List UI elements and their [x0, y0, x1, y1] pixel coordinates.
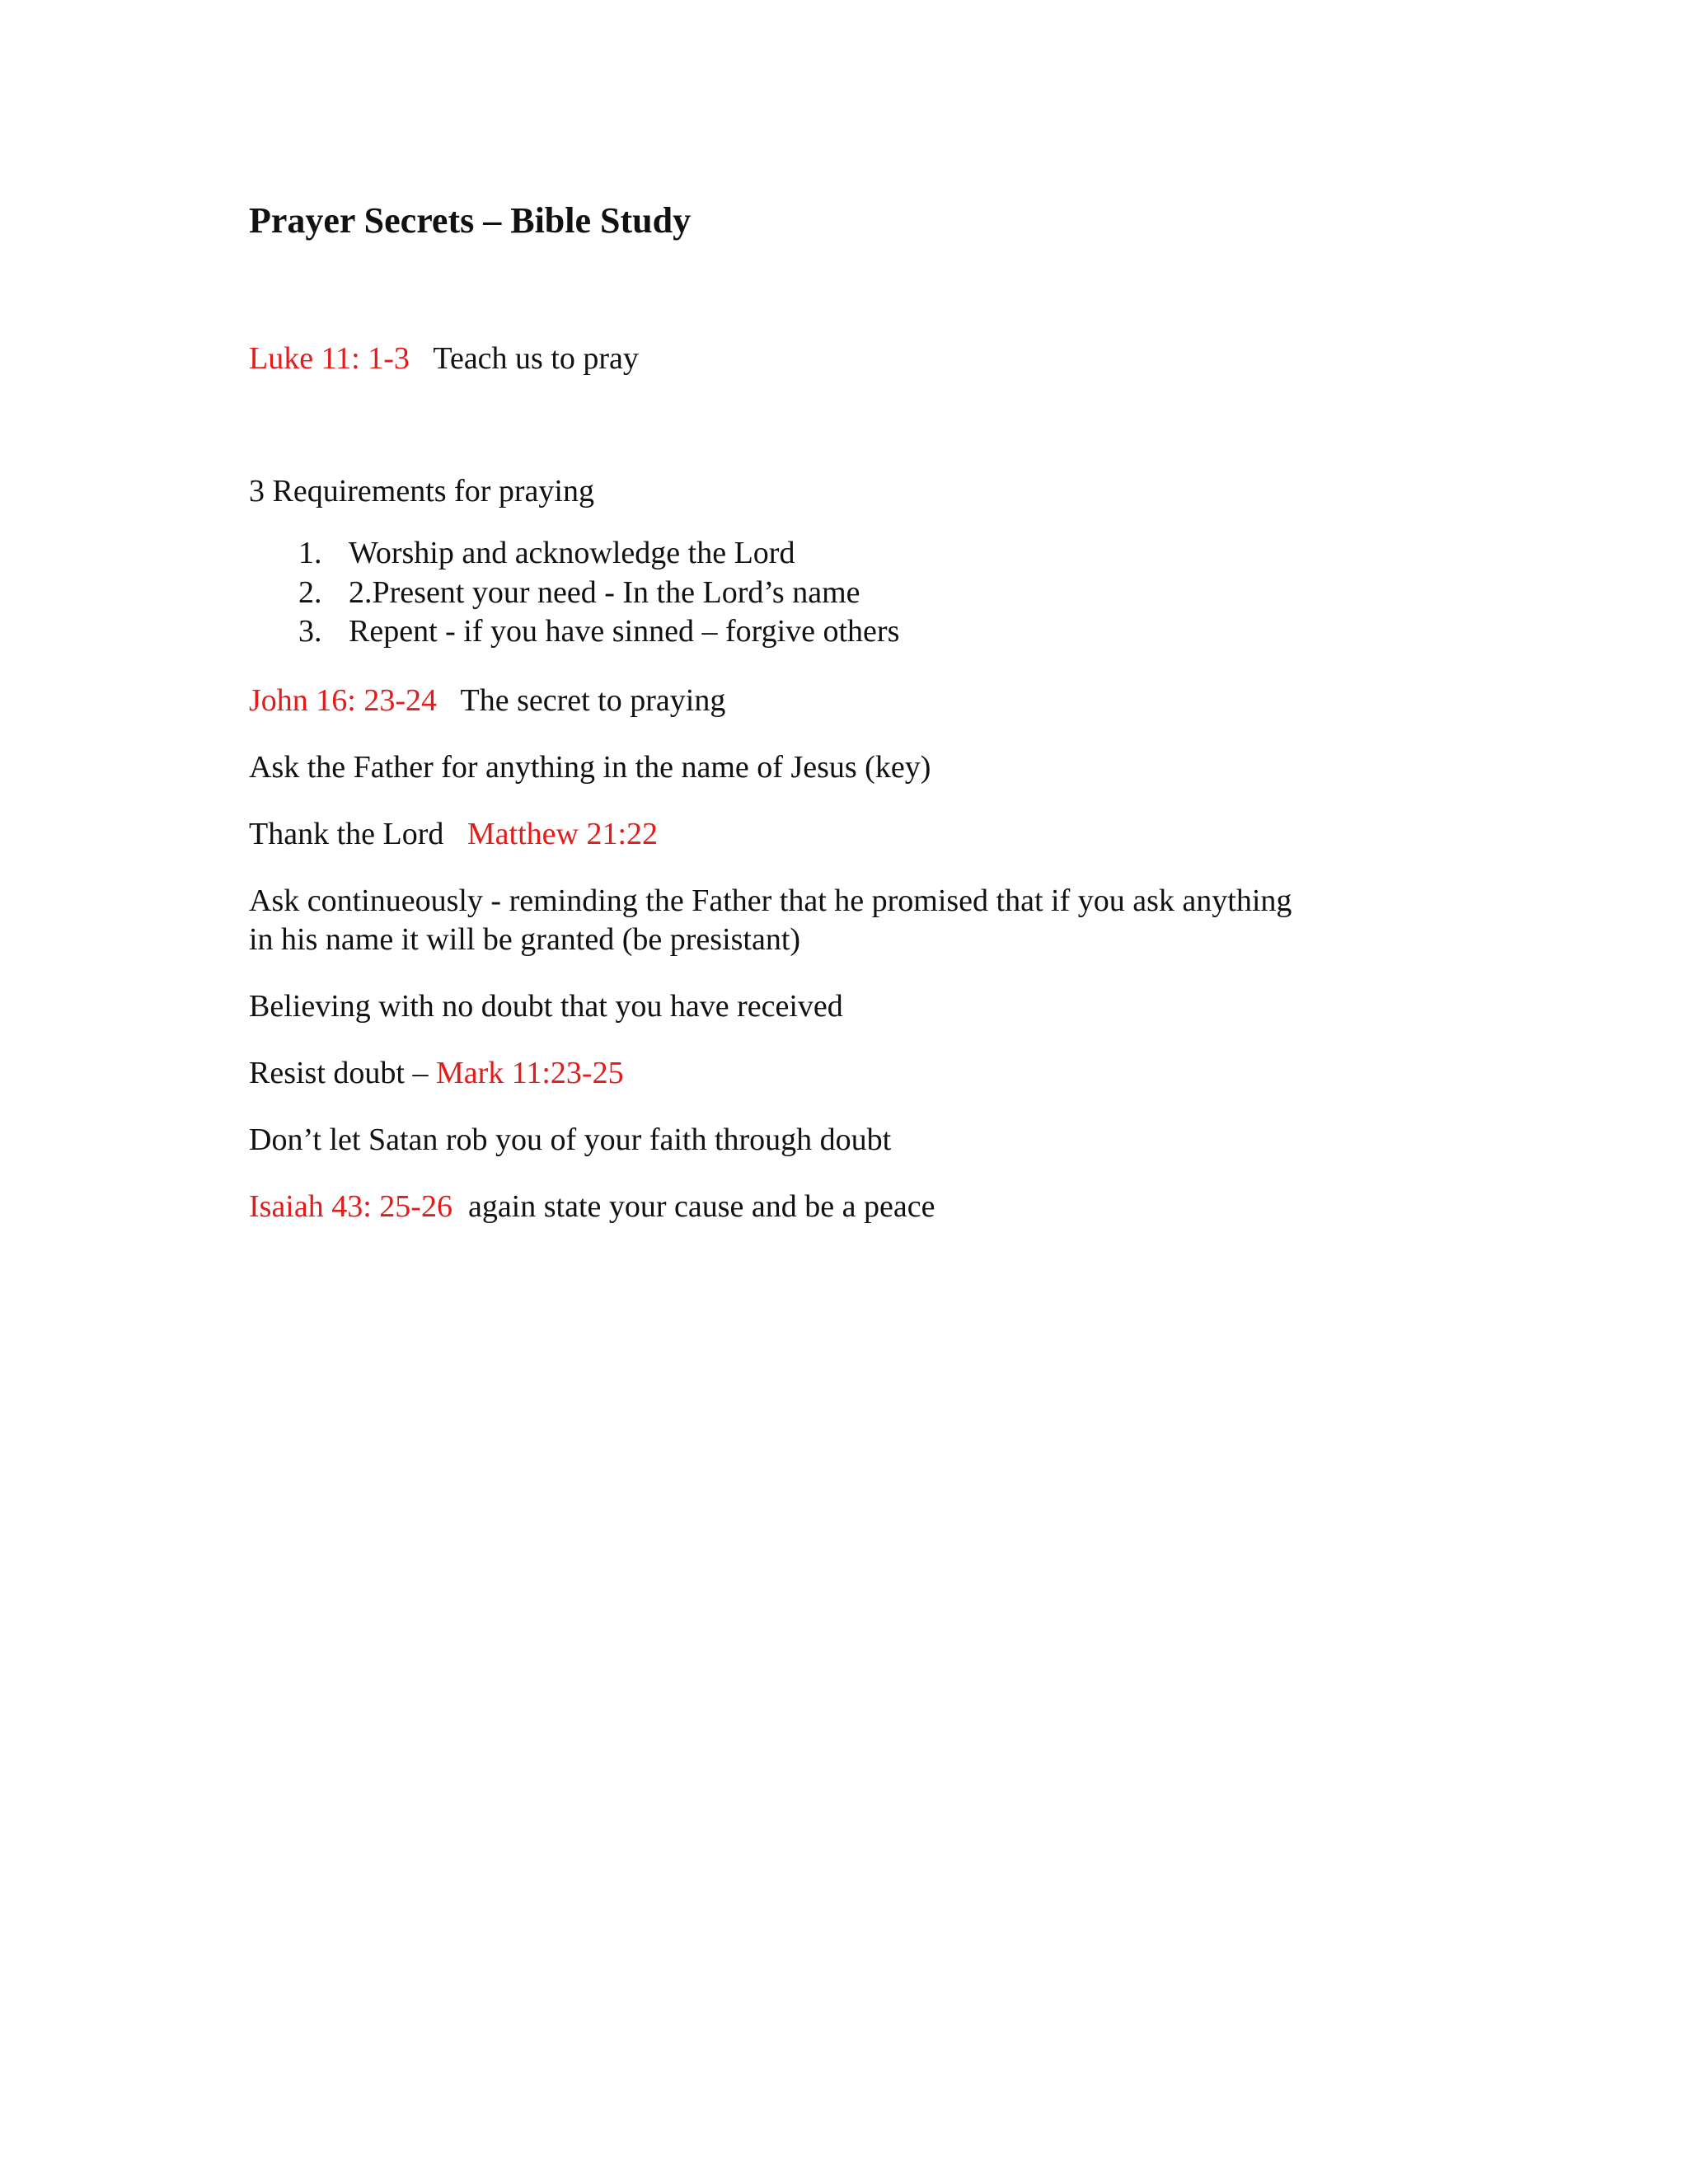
resist-note: Resist doubt –: [249, 1056, 429, 1090]
scripture-reference: Isaiah 43: 25-26: [249, 1189, 452, 1224]
requirements-heading: 3 Requirements for praying: [249, 474, 594, 509]
scripture-reference: Matthew 21:22: [467, 817, 659, 851]
luke-note: Teach us to pray: [433, 341, 639, 376]
thank-line: [249, 814, 658, 854]
john-line: [249, 681, 725, 720]
scripture-reference: Mark 11:23-25: [435, 1056, 624, 1090]
list-number: 3.: [298, 614, 322, 649]
isaiah-note: again state your cause and be a peace: [467, 1189, 935, 1224]
scripture-reference: Luke 11: 1-3: [249, 341, 410, 376]
ask-continuously-line-1: Ask continueously - reminding the Father that he promised that if you ask anything: [249, 883, 1292, 918]
list-number: 1.: [298, 536, 322, 570]
document-title: Prayer Secrets – Bible Study: [249, 200, 692, 241]
believing-line: Believing with no doubt that you have received: [249, 989, 843, 1024]
resist-line: [249, 1053, 624, 1093]
list-item-text: 2.Present your need - In the Lord’s name: [349, 574, 860, 610]
thank-note: Thank the Lord: [249, 817, 444, 851]
list-number: 2.: [298, 574, 322, 610]
ask-continuously-line-2: in his name it will be granted (be presistant): [249, 922, 801, 957]
scripture-reference: John 16: 23-24: [249, 683, 437, 718]
isaiah-line: [249, 1187, 935, 1226]
list-item-text: Worship and acknowledge the Lord: [349, 536, 795, 570]
list-item-text: Repent - if you have sinned – forgive others: [349, 614, 900, 649]
satan-line: Don’t let Satan rob you of your faith through doubt: [249, 1122, 892, 1157]
john-note: The secret to praying: [460, 683, 726, 718]
ask-father-line: Ask the Father for anything in the name of Jesus (key): [249, 750, 931, 785]
luke-line: [249, 339, 639, 378]
